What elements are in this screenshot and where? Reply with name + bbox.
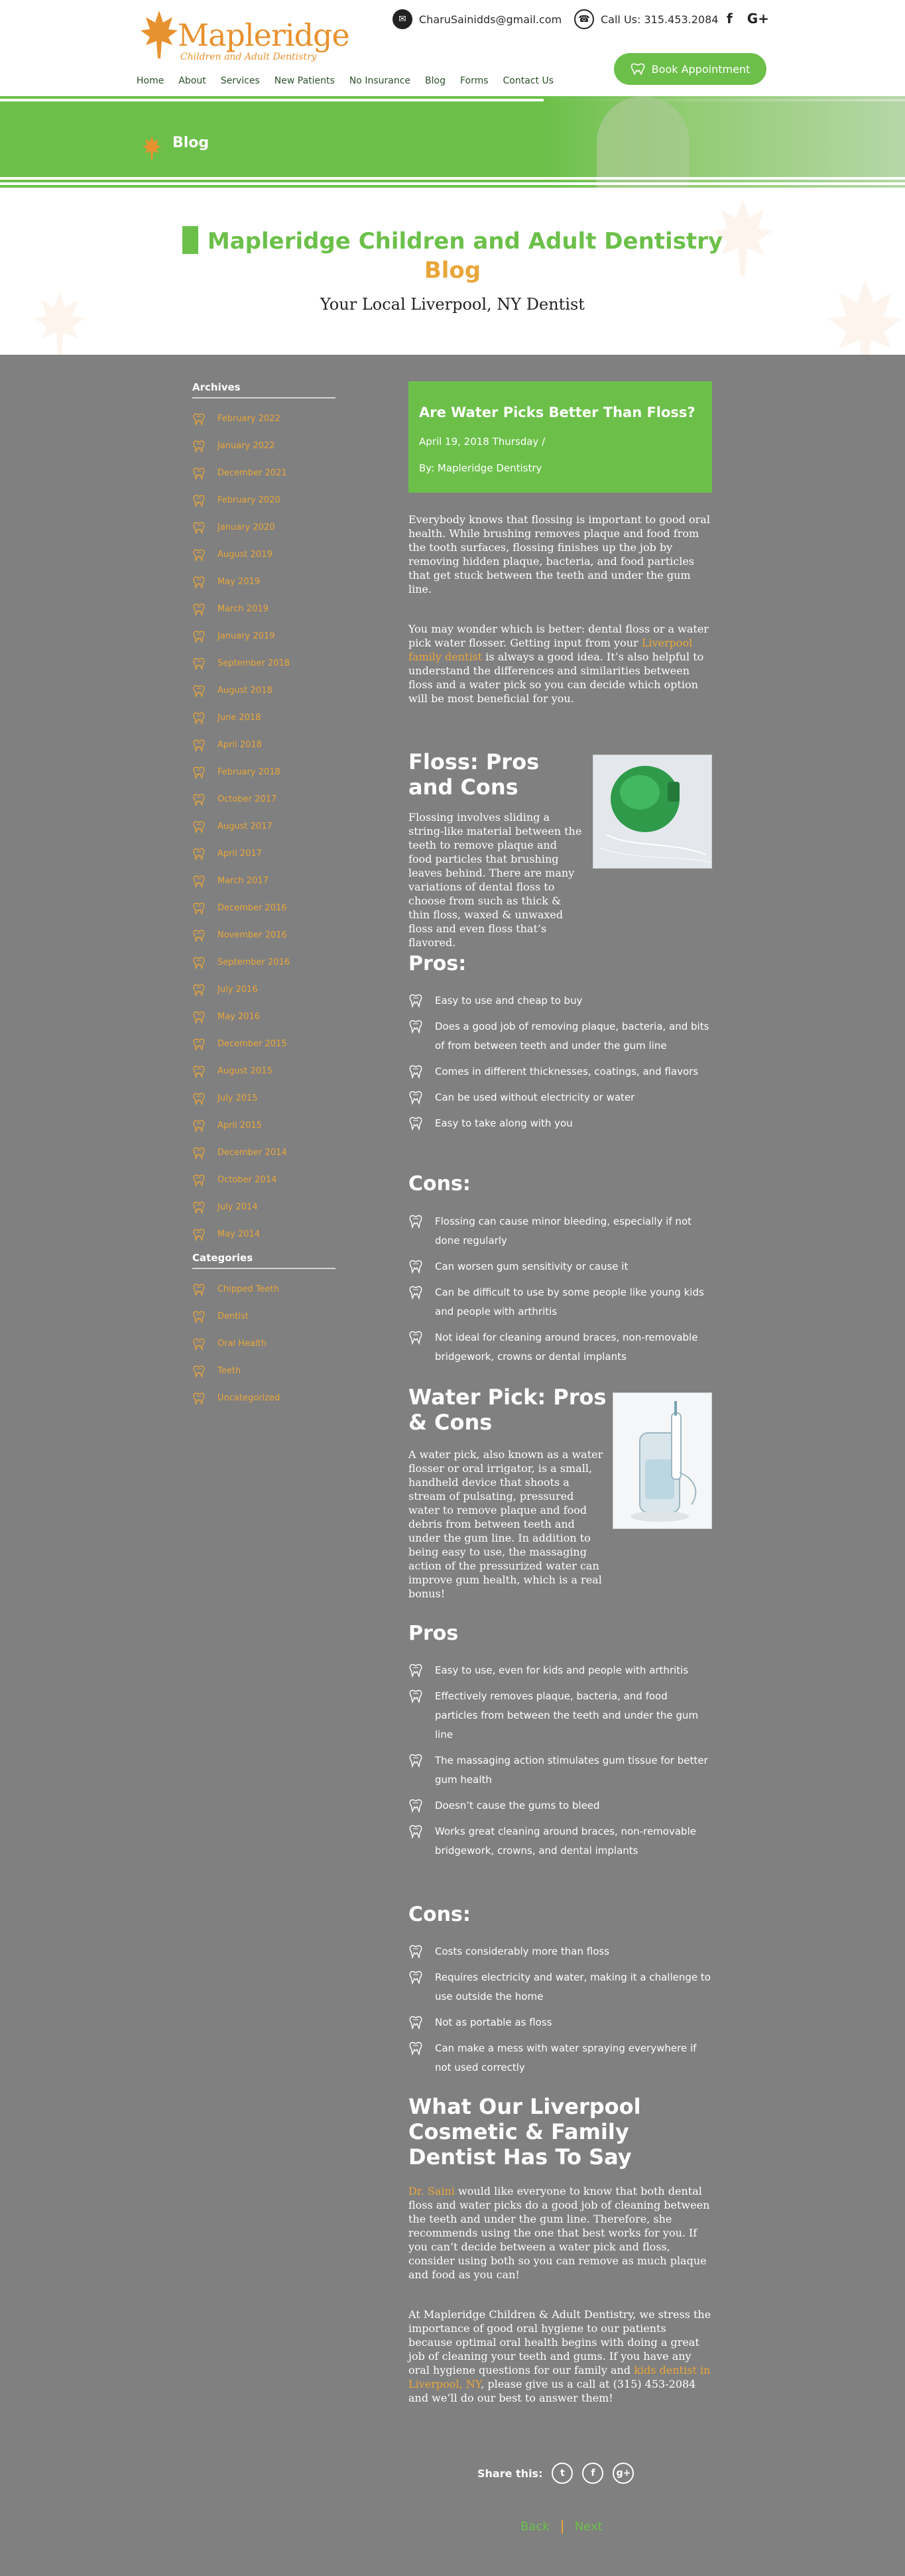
archive-item[interactable] [192, 623, 335, 650]
archive-label: December 2016 [217, 903, 287, 913]
maple-leaf-icon [139, 8, 179, 61]
archive-label: March 2019 [217, 604, 269, 614]
list-item-text: Not as portable as floss [435, 2016, 552, 2028]
water-pick-pros-list [408, 1661, 712, 1867]
nav-forms[interactable]: Forms [459, 76, 489, 86]
archives-list [192, 405, 335, 1248]
list-item [408, 1328, 712, 1367]
floss-paragraph-content: Flossing involves sliding a string-like material between the teeth to remove plaque and food particles that brushing leaves behind. There are many variations of dental floss to choose from such as thick & thin floss, waxed & unwaxed floss and even floss that’s flavored. [408, 811, 582, 949]
category-item[interactable] [192, 1330, 335, 1357]
tooth-icon [192, 1011, 206, 1024]
list-item [408, 1283, 712, 1321]
kids-dentist-link[interactable]: kids dentist in Liverpool, NY [408, 2364, 711, 2390]
list-item-text: Can be used without electricity or water [435, 1091, 635, 1103]
intro2-text-a: You may wonder which is better: dental floss or a water pick water flosser. Getting input from your [408, 623, 709, 649]
list-item-text: Doesn’t cause the gums to bleed [435, 1800, 600, 1811]
archive-item[interactable] [192, 460, 335, 487]
tooth-icon [192, 521, 206, 534]
google-plus-icon[interactable]: g+ [613, 2463, 634, 2484]
tooth-icon [192, 793, 206, 806]
nav-new-patients[interactable]: New Patients [274, 76, 335, 86]
tooth-bullet-icon [408, 1090, 423, 1105]
say2-text-b: , please give us a call at (315) 453-2084 and we’ll do our best to answer them! [408, 2378, 696, 2404]
nav-services[interactable]: Services [220, 76, 260, 86]
tooth-icon [192, 1174, 206, 1187]
dentist-says-paragraph-1 [408, 2184, 712, 2282]
list-item-text: Requires electricity and water, making it a challenge to use outside the home [435, 1971, 711, 2002]
archive-item[interactable] [192, 1030, 335, 1058]
tooth-icon [192, 603, 206, 616]
nav-no-insurance[interactable]: No Insurance [349, 76, 411, 86]
tooth-icon [192, 1283, 206, 1296]
archive-label: February 2020 [217, 495, 280, 505]
tooth-bullet-icon [408, 1944, 423, 1959]
post-header-box [408, 381, 712, 493]
archive-label: December 2021 [217, 468, 287, 478]
archive-label: September 2018 [217, 658, 290, 668]
category-item[interactable] [192, 1276, 335, 1303]
book-appointment-label: Book Appointment [651, 62, 751, 76]
water-pick-heading-line2: & Cons [408, 1410, 493, 1435]
site-header [0, 0, 905, 96]
list-item-text: Easy to take along with you [435, 1117, 573, 1129]
nav-contact-us[interactable]: Contact Us [503, 76, 554, 86]
sidebar [192, 381, 335, 1412]
archive-label: February 2018 [217, 767, 280, 777]
archive-label: November 2016 [217, 930, 287, 940]
logo-name: Mapleridge [178, 17, 349, 53]
banner-title: Blog [172, 135, 210, 151]
floss-heading-line2: and Cons [408, 774, 518, 800]
archive-item[interactable] [192, 731, 335, 759]
tooth-bullet-icon [408, 1689, 423, 1703]
archive-item[interactable] [192, 1112, 335, 1139]
archive-item[interactable] [192, 976, 335, 1003]
categories-list [192, 1276, 335, 1412]
archive-label: February 2022 [217, 414, 280, 424]
nav-home[interactable]: Home [137, 76, 164, 86]
list-item [408, 1687, 712, 1745]
archive-label: December 2014 [217, 1148, 287, 1158]
archive-item[interactable] [192, 1085, 335, 1112]
archive-item[interactable] [192, 595, 335, 623]
archive-label: August 2018 [217, 686, 272, 696]
archive-item[interactable] [192, 1139, 335, 1166]
archive-item[interactable] [192, 704, 335, 731]
post-date: April 19, 2018 Thursday / [419, 436, 546, 448]
list-item [408, 1088, 712, 1107]
archive-label: May 2019 [217, 577, 261, 587]
list-item [408, 2039, 712, 2077]
category-label: Chipped Teeth [217, 1284, 279, 1294]
archive-label: May 2014 [217, 1229, 261, 1239]
list-item [408, 1017, 712, 1056]
floss-cons-heading: Cons: [408, 1172, 471, 1196]
list-item-text: Flossing can cause minor bleeding, especially if not done regularly [435, 1215, 692, 1247]
floss-heading [408, 749, 581, 800]
floss-heading-line1: Floss: Pros [408, 749, 540, 774]
list-item-text: Easy to use and cheap to buy [435, 995, 583, 1007]
banner-stripe-bottom-2 [0, 182, 905, 185]
archive-item[interactable] [192, 568, 335, 595]
background-leaf-icon [815, 274, 905, 355]
tooth-icon [192, 766, 206, 779]
page-title [0, 227, 905, 284]
tooth-icon [192, 1119, 206, 1133]
categories-heading: Categories [192, 1252, 335, 1269]
water-pick-pros-heading: Pros [408, 1622, 459, 1645]
page-title-section [0, 188, 905, 355]
tooth-icon [192, 711, 206, 725]
archive-label: December 2015 [217, 1039, 287, 1049]
header-social [727, 11, 769, 27]
dr-saini-link[interactable]: Dr. Saini [408, 2185, 455, 2197]
tooth-icon [192, 983, 206, 997]
dentist-says-heading: What Our Liverpool Cosmetic & Family Dentist Has To Say [408, 2094, 641, 2170]
tooth-icon [192, 875, 206, 888]
pager-separator [562, 2520, 563, 2534]
tooth-icon [192, 902, 206, 915]
blog-post [408, 381, 712, 493]
list-item-text: Not ideal for cleaning around braces, non-removable bridgework, crowns or dental implants [435, 1331, 698, 1363]
archive-item[interactable] [192, 949, 335, 976]
list-item [408, 1796, 712, 1815]
phone-number: Call Us: 315.453.2084 [601, 13, 719, 26]
floss-pros-list [408, 991, 712, 1140]
archive-label: October 2014 [217, 1175, 277, 1185]
archive-item[interactable] [192, 677, 335, 704]
archive-label: July 2014 [217, 1202, 258, 1212]
share-bar [477, 2463, 634, 2484]
category-item[interactable] [192, 1303, 335, 1330]
list-item-text: Costs considerably more than floss [435, 1945, 610, 1957]
floss-paragraph-text [408, 810, 583, 950]
category-label: Oral Health [217, 1339, 267, 1349]
google-plus-icon[interactable]: G+ [747, 11, 769, 27]
tooth-bullet-icon [408, 1259, 423, 1274]
intro2-text-b: is always a good idea. It’s also helpful to understand the differences and similarities between floss and a water pick so you can decide which option will be most beneficial for you. [408, 650, 704, 705]
maple-leaf-icon [141, 135, 163, 161]
tooth-bullet-icon [408, 1285, 423, 1300]
phone-icon: ☎ [574, 9, 594, 29]
tooth-bullet-icon [408, 1824, 423, 1839]
water-pick-heading-line1: Water Pick: Pros [408, 1384, 607, 1410]
list-item-text: Does a good job of removing plaque, bacteria, and bits of from between teeth and under the gum line [435, 1020, 709, 1052]
tooth-icon [192, 956, 206, 969]
email-contact[interactable] [392, 9, 562, 29]
twitter-icon[interactable]: t [552, 2463, 573, 2484]
archive-item[interactable] [192, 867, 335, 894]
archive-item[interactable] [192, 1003, 335, 1030]
phone-contact[interactable] [574, 9, 718, 29]
tooth-icon [192, 1392, 206, 1405]
tooth-icon [192, 412, 206, 426]
list-item [408, 1062, 712, 1081]
tooth-icon [192, 494, 206, 507]
floss-pros-heading: Pros: [408, 952, 467, 975]
tooth-icon [192, 576, 206, 589]
list-item [408, 1822, 712, 1861]
tooth-icon [192, 1038, 206, 1051]
archive-label: January 2019 [217, 631, 275, 641]
say2-text-a: At Mapleridge Children & Adult Dentistry, we stress the importance of good oral hygiene to our patients because optimal oral health begins with doing a great job of cleaning your teeth and gums. If you have any oral hygiene questions for our family and [408, 2308, 711, 2376]
tooth-icon [192, 467, 206, 480]
post-pagination [520, 2520, 603, 2534]
category-label: Dentist [217, 1312, 249, 1321]
water-pick-cons-list [408, 1942, 712, 2084]
tooth-bullet-icon [408, 1970, 423, 1985]
category-item[interactable] [192, 1384, 335, 1412]
facebook-icon[interactable]: f [727, 11, 733, 27]
archive-item[interactable] [192, 650, 335, 677]
archive-item[interactable] [192, 813, 335, 840]
archive-label: January 2020 [217, 522, 275, 532]
post-intro-paragraph: Everybody knows that flossing is important to good oral health. While brushing removes plaque and food from the tooth surfaces, flossing finishes up the job by removing hidden plaque, bacteria, and food particles that get stuck between the teeth and under the gum line. [408, 513, 710, 595]
floss-cons-list [408, 1212, 712, 1373]
archive-item[interactable] [192, 405, 335, 432]
water-pick-cons-heading: Cons: [408, 1903, 471, 1926]
archive-label: August 2019 [217, 550, 272, 560]
archive-item[interactable] [192, 840, 335, 867]
archive-label: April 2017 [217, 849, 262, 859]
archive-label: June 2018 [217, 713, 261, 723]
liverpool-family-dentist-link[interactable]: Liverpool family dentist [408, 637, 693, 663]
archive-item[interactable] [192, 759, 335, 786]
tooth-icon [192, 1310, 206, 1323]
tooth-icon [192, 1365, 206, 1378]
post-author: By: Mapleridge Dentistry [419, 462, 542, 474]
page-subtitle: Your Local Liverpool, NY Dentist [320, 295, 585, 314]
page-title-orange: Blog [424, 257, 481, 284]
list-item-text: Can worsen gum sensitivity or cause it [435, 1260, 629, 1272]
floss-paragraph [408, 810, 712, 950]
tooth-icon [192, 820, 206, 833]
water-pick-paragraph-content: A water pick, also known as a water flosser or oral irrigator, is a small, handheld device that shoots a stream of pulsating, pressured water to remove plaque and food debris from between teeth and under the gum line. In addition to being easy to use, the massaging action of the pressurized water can improve gum health, which is a real bonus! [408, 1448, 603, 1600]
say1-text: would like everyone to know that both dental floss and water picks do a good job of cleaning between the teeth and under the gum line. Therefore, she recommends using the one that best works for you. If you can’t decide between a water pick and floss, consider using both so you can remove as much plaque and food as you can! [408, 2185, 710, 2281]
list-item [408, 1751, 712, 1790]
share-label: Share this: [477, 2467, 543, 2480]
tooth-icon [192, 1065, 206, 1078]
nav-blog[interactable]: Blog [425, 76, 446, 86]
next-link[interactable]: Next [574, 2520, 603, 2534]
tooth-bullet-icon [408, 1116, 423, 1131]
archive-item[interactable] [192, 514, 335, 541]
dentist-says-paragraph-2 [408, 2307, 712, 2405]
tooth-icon [192, 684, 206, 698]
list-item-text: Can make a mess with water spraying everywhere if not used correctly [435, 2042, 697, 2073]
tooth-bullet-icon [408, 1019, 423, 1034]
category-label: Teeth [217, 1366, 241, 1376]
main-nav [137, 76, 568, 86]
tooth-icon [192, 1337, 206, 1351]
tooth-bullet-icon [408, 993, 423, 1008]
archive-item[interactable] [192, 487, 335, 514]
envelope-icon: ✉ [392, 9, 412, 29]
list-item [408, 2013, 712, 2032]
tooth-icon [192, 548, 206, 562]
tooth-icon [192, 1201, 206, 1214]
list-item [408, 1661, 712, 1680]
category-label: Uncategorized [217, 1393, 280, 1403]
archive-label: October 2017 [217, 794, 277, 804]
water-pick-paragraph [408, 1447, 712, 1601]
tooth-icon [192, 1092, 206, 1105]
archive-label: August 2015 [217, 1066, 272, 1076]
site-logo[interactable] [139, 8, 349, 66]
tooth-icon [192, 440, 206, 453]
archive-item[interactable] [192, 1166, 335, 1194]
title-accent-bar [182, 226, 198, 254]
list-item-text: Easy to use, even for kids and people with arthritis [435, 1664, 689, 1676]
archive-item[interactable] [192, 786, 335, 813]
tooth-bullet-icon [408, 1064, 423, 1079]
back-link[interactable]: Back [520, 2520, 550, 2534]
list-item [408, 1212, 712, 1251]
list-item-text: The massaging action stimulates gum tissue for better gum health [435, 1754, 708, 1786]
post-title: Are Water Picks Better Than Floss? [419, 404, 695, 420]
archive-label: March 2017 [217, 876, 269, 886]
list-item-text: Works great cleaning around braces, non-removable bridgework, crowns, and dental implants [435, 1825, 696, 1857]
tooth-icon [192, 630, 206, 643]
tooth-bullet-icon [408, 1798, 423, 1813]
tooth-bullet-icon [408, 1753, 423, 1768]
facebook-icon[interactable]: f [582, 2463, 603, 2484]
tooth-icon [192, 739, 206, 752]
banner-person-image [597, 96, 690, 188]
list-item [408, 1942, 712, 1961]
tooth-bullet-icon [408, 1663, 423, 1678]
archive-label: July 2016 [217, 985, 258, 995]
banner-stripe-bottom [0, 177, 905, 180]
page-title-green: Mapleridge Children and Adult Dentistry [207, 228, 723, 255]
archive-label: August 2017 [217, 822, 272, 831]
tooth-bullet-icon [408, 1330, 423, 1345]
list-item [408, 1257, 712, 1276]
archive-item[interactable] [192, 541, 335, 568]
tooth-icon [192, 1228, 206, 1241]
archive-item[interactable] [192, 894, 335, 922]
logo-subtitle: Children and Adult Dentistry [180, 52, 317, 62]
list-item [408, 1968, 712, 2006]
tooth-icon [631, 63, 645, 75]
post-intro-paragraph-2 [408, 622, 712, 705]
page-banner [0, 96, 905, 188]
archive-label: April 2018 [217, 740, 262, 750]
tooth-bullet-icon [408, 2041, 423, 2055]
archive-label: January 2022 [217, 441, 275, 451]
tooth-icon [192, 847, 206, 861]
book-appointment-button[interactable] [614, 53, 766, 85]
list-item [408, 991, 712, 1011]
archive-item[interactable] [192, 1194, 335, 1221]
archive-label: September 2016 [217, 957, 290, 967]
archive-label: May 2016 [217, 1012, 261, 1022]
archive-item[interactable] [192, 432, 335, 460]
category-item[interactable] [192, 1357, 335, 1384]
tooth-icon [192, 1146, 206, 1160]
archive-item[interactable] [192, 1221, 335, 1248]
archives-heading: Archives [192, 381, 335, 399]
list-item [408, 1114, 712, 1133]
tooth-icon [192, 929, 206, 942]
water-pick-heading [408, 1384, 607, 1435]
archive-item[interactable] [192, 1058, 335, 1085]
archive-label: July 2015 [217, 1093, 258, 1103]
list-item-text: Can be difficult to use by some people like young kids and people with arthritis [435, 1286, 704, 1318]
tooth-bullet-icon [408, 2015, 423, 2030]
email-address: CharuSainidds@gmail.com [419, 13, 562, 26]
list-item-text: Comes in different thicknesses, coatings, and flavors [435, 1066, 699, 1077]
tooth-bullet-icon [408, 1214, 423, 1229]
list-item-text: Effectively removes plaque, bacteria, and food particles from between the teeth and under the gum line [435, 1690, 699, 1741]
water-pick-paragraph-text [408, 1447, 607, 1601]
archive-item[interactable] [192, 922, 335, 949]
archive-label: April 2015 [217, 1121, 262, 1131]
nav-about[interactable]: About [178, 76, 206, 86]
tooth-icon [192, 657, 206, 670]
